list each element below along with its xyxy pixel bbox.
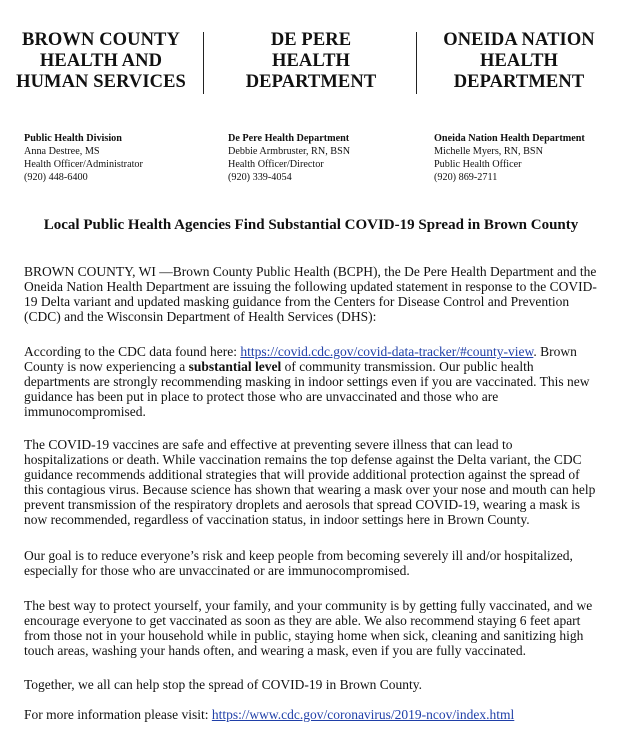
- paragraph-intro: [24, 264, 616, 324]
- text-line: 19 Delta variant and updated masking guidance from the Centers for Disease Control and Prevention: [24, 294, 570, 309]
- text-span: County is now experiencing a: [24, 359, 189, 374]
- text-line: [24, 344, 616, 359]
- text-line: hospitalizations or death. While vaccination remains the top defense against the Delta variant, the CDC: [24, 452, 582, 467]
- text-line: now recommended, regardless of vaccination status, in indoor settings here in Brown County.: [24, 512, 530, 527]
- contact-dept: De Pere Health Department: [228, 133, 350, 144]
- contact-role: Health Officer/Director: [228, 159, 324, 170]
- org-line: DE PERE: [270, 30, 352, 50]
- text-line: Oneida Nation Health Department are issuing the following updated statement in response to the COVID-: [24, 279, 597, 294]
- paragraph-together: [24, 677, 616, 692]
- org-brown-county: [4, 30, 198, 93]
- text-line: especially for those who are unvaccinated or are immunocompromised.: [24, 563, 410, 578]
- text-line: The best way to protect yourself, your family, and your community is by getting fully vaccinated, and we: [24, 598, 593, 613]
- contact-block-brown-county: [24, 132, 143, 184]
- org-de-pere: [208, 30, 414, 93]
- text-line: The COVID-19 vaccines are safe and effective at preventing severe illness that can lead to: [24, 437, 513, 452]
- org-line: BROWN COUNTY: [22, 30, 180, 50]
- text-line: departments are strongly recommending masking in indoor settings even if you are vaccinated. This new: [24, 374, 590, 389]
- letterhead: [0, 30, 622, 98]
- org-line: HEALTH: [271, 51, 351, 71]
- text-line: immunocompromised.: [24, 404, 146, 419]
- org-oneida-nation: [420, 30, 618, 93]
- contact-phone: (920) 869-2711: [434, 172, 498, 183]
- org-line: HEALTH: [479, 51, 559, 71]
- text-line: Our goal is to reduce everyone’s risk and keep people from becoming severely ill and/or hospitalized,: [24, 548, 573, 563]
- text-line: touch areas, washing your hands often, and wearing a mask, even if you are fully vaccinated.: [24, 643, 526, 658]
- contact-phone: (920) 448-6400: [24, 172, 88, 183]
- contact-name: Anna Destree, MS: [24, 146, 100, 157]
- contact-role: Health Officer/Administrator: [24, 159, 143, 170]
- contact-name: Michelle Myers, RN, BSN: [434, 146, 543, 157]
- paragraph-goal: [24, 548, 616, 578]
- contact-dept: Oneida Nation Health Department: [434, 133, 585, 144]
- text-line: BROWN COUNTY, WI —Brown County Public Health (BCPH), the De Pere Health Department and the: [24, 264, 597, 279]
- divider: [416, 32, 417, 94]
- document-title: Local Public Health Agencies Find Substantial COVID-19 Spread in Brown County: [43, 217, 579, 233]
- text-span: According to the CDC data found here:: [24, 344, 241, 359]
- paragraph-protection: [24, 598, 616, 658]
- contact-block-de-pere: [228, 132, 350, 184]
- org-line: DEPARTMENT: [453, 72, 585, 92]
- contact-role: Public Health Officer: [434, 159, 522, 170]
- cdc-coronavirus-link[interactable]: https://www.cdc.gov/coronavirus/2019-ncov/index.html: [211, 707, 515, 722]
- text-line: from those not in your household while in public, staying home when sick, cleaning and sanitizing high: [24, 628, 584, 643]
- text-line: (CDC) and the Wisconsin Department of Health Services (DHS):: [24, 309, 377, 324]
- text-line: Together, we all can help stop the spread of COVID-19 in Brown County.: [24, 677, 423, 692]
- contact-name: Debbie Armbruster, RN, BSN: [228, 146, 351, 157]
- paragraph-cdc-data: [24, 344, 616, 419]
- cdc-county-view-link[interactable]: https://covid.cdc.gov/covid-data-tracker/#county-view: [240, 344, 534, 359]
- org-line: DEPARTMENT: [245, 72, 377, 92]
- text-span: . Brown: [533, 344, 577, 359]
- bold-text: substantial level: [188, 359, 282, 374]
- paragraph-more-info: [24, 707, 616, 722]
- text-line: this contagious virus. Because science has shown that wearing a mask over your nose and mouth can help: [24, 482, 596, 497]
- text-span: For more information please visit:: [24, 707, 212, 722]
- org-line: HUMAN SERVICES: [16, 72, 186, 92]
- org-line: HEALTH AND: [39, 51, 163, 71]
- paragraph-vaccines: [24, 437, 616, 527]
- divider: [203, 32, 204, 94]
- text-span: of community transmission. Our public health: [281, 359, 534, 374]
- text-line: [24, 707, 616, 722]
- text-line: guidance recommends additional strategies that will provide additional protection against the spread of: [24, 467, 580, 482]
- contact-dept: Public Health Division: [24, 133, 122, 144]
- text-line: prevent transmission of the respiratory droplets and aerosols that spread COVID-19, wearing a mask is: [24, 497, 580, 512]
- org-line: ONEIDA NATION: [443, 30, 595, 50]
- text-line: guidance has been put in place to protect those who are unvaccinated and those who are: [24, 389, 499, 404]
- contact-block-oneida: [434, 132, 585, 184]
- contact-phone: (920) 339-4054: [228, 172, 292, 183]
- text-line: [24, 359, 616, 374]
- text-line: encourage everyone to get vaccinated as soon as they are able. We also recommend staying 6 feet apart: [24, 613, 581, 628]
